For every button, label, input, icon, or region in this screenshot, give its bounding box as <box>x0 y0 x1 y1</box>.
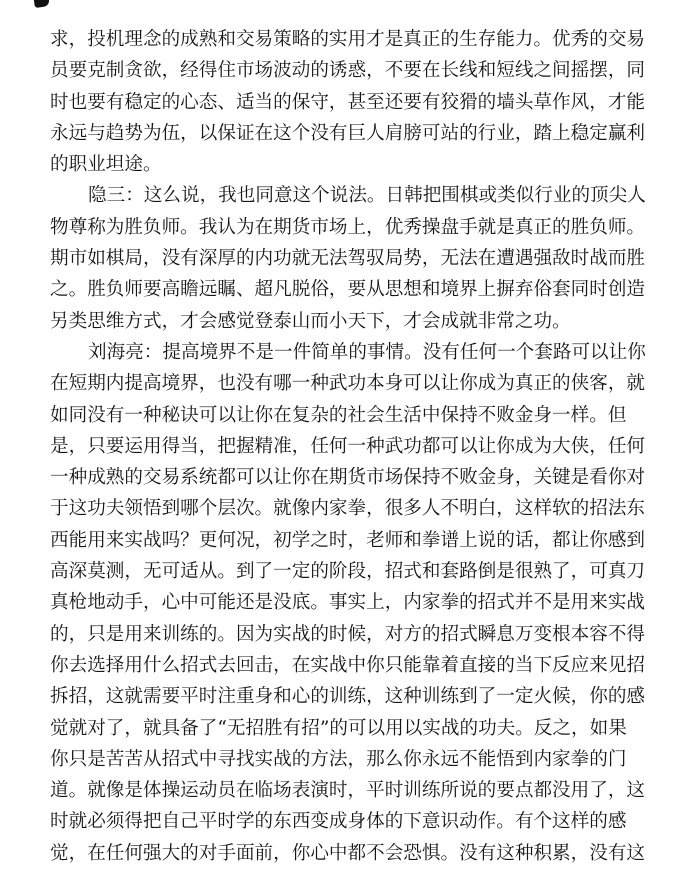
body-text <box>50 24 646 869</box>
text-line: 拆招，这就需要平时注重身和心的训练，这种训练到了一定火候，你的感 <box>50 686 646 708</box>
text-line: 西能用来实战吗？更何况，初学之时，老师和拳谱上说的话，都让你感到 <box>50 529 646 551</box>
text-line: 道。就像是体操运动员在临场表演时，平时训练所说的要点都没用了，这 <box>50 780 646 802</box>
text-line: 员要克制贪欲，经得住市场波动的诱惑，不要在长线和短线之间摇摆，同 <box>50 60 646 82</box>
text-line: 时就必须得把自己平时学的东西变成身体的下意识动作。有个这样的感 <box>50 811 627 833</box>
text-line: 你去选择用什么招式去回击，在实战中你只能靠着直接的当下反应来见招 <box>50 654 646 676</box>
text-line: 觉，在任何强大的对手面前，你心中都不会恐惧。没有这种积累，没有这 <box>50 842 646 864</box>
text-line: 一种成熟的交易系统都可以让你在期货市场保持不败金身，关键是看你对 <box>50 467 646 489</box>
paragraph-start-line: 刘海亮：提高境界不是一件简单的事情。没有任何一个套路可以让你 <box>88 341 646 363</box>
page-corner-mark <box>33 0 50 8</box>
text-line: 是，只要运用得当，把握精准，任何一种武功都可以让你成为大侠，任何 <box>50 435 646 457</box>
text-line: 的职业坦途。 <box>50 154 162 176</box>
text-line: 高深莫测，无可适从。到了一定的阶段，招式和套路倒是很熟了，可真刀 <box>50 561 646 583</box>
text-line: 时也要有稳定的心态、适当的保守，甚至还要有狡猾的墙头草作风，才能 <box>50 91 646 113</box>
text-line: 物尊称为胜负师。我认为在期货市场上，优秀操盘手就是真正的胜负师。 <box>50 216 646 238</box>
text-line: 于这功夫领悟到哪个层次。就像内家拳，很多人不明白，这样软的招法东 <box>50 498 646 520</box>
text-line: 的，只是用来训练的。因为实战的时候，对方的招式瞬息万变根本容不得 <box>50 623 646 645</box>
text-line: 如同没有一种秘诀可以让你在复杂的社会生活中保持不败金身一样。但 <box>50 404 627 426</box>
text-line: 另类思维方式，才会感觉登泰山而小天下，才会成就非常之功。 <box>50 310 571 332</box>
paragraph-start-line: 隐三：这么说，我也同意这个说法。日韩把围棋或类似行业的顶尖人 <box>88 185 646 207</box>
text-line: 在短期内提高境界，也没有哪一种武功本身可以让你成为真正的侠客，就 <box>50 373 646 395</box>
text-line: 你只是苦苦从招式中寻找实战的方法，那么你永远不能悟到内家拳的门 <box>50 748 627 770</box>
text-line: 期市如棋局，没有深厚的内功就无法驾驭局势，无法在遭遇强敌时战而胜 <box>50 248 646 270</box>
text-line: 之。胜负师要高瞻远瞩、超凡脱俗，要从思想和境界上摒弃俗套同时创造 <box>50 279 646 301</box>
text-line: 求，投机理念的成熟和交易策略的实用才是真正的生存能力。优秀的交易 <box>50 29 646 50</box>
text-line: 觉就对了，就具备了“无招胜有招”的可以用以实战的功夫。反之，如果 <box>50 717 627 739</box>
text-line: 永远与趋势为伍，以保证在这个没有巨人肩膀可站的行业，踏上稳定赢利 <box>50 122 646 144</box>
text-line: 真枪地动手，心中可能还是没底。事实上，内家拳的招式并不是用来实战 <box>50 592 646 614</box>
